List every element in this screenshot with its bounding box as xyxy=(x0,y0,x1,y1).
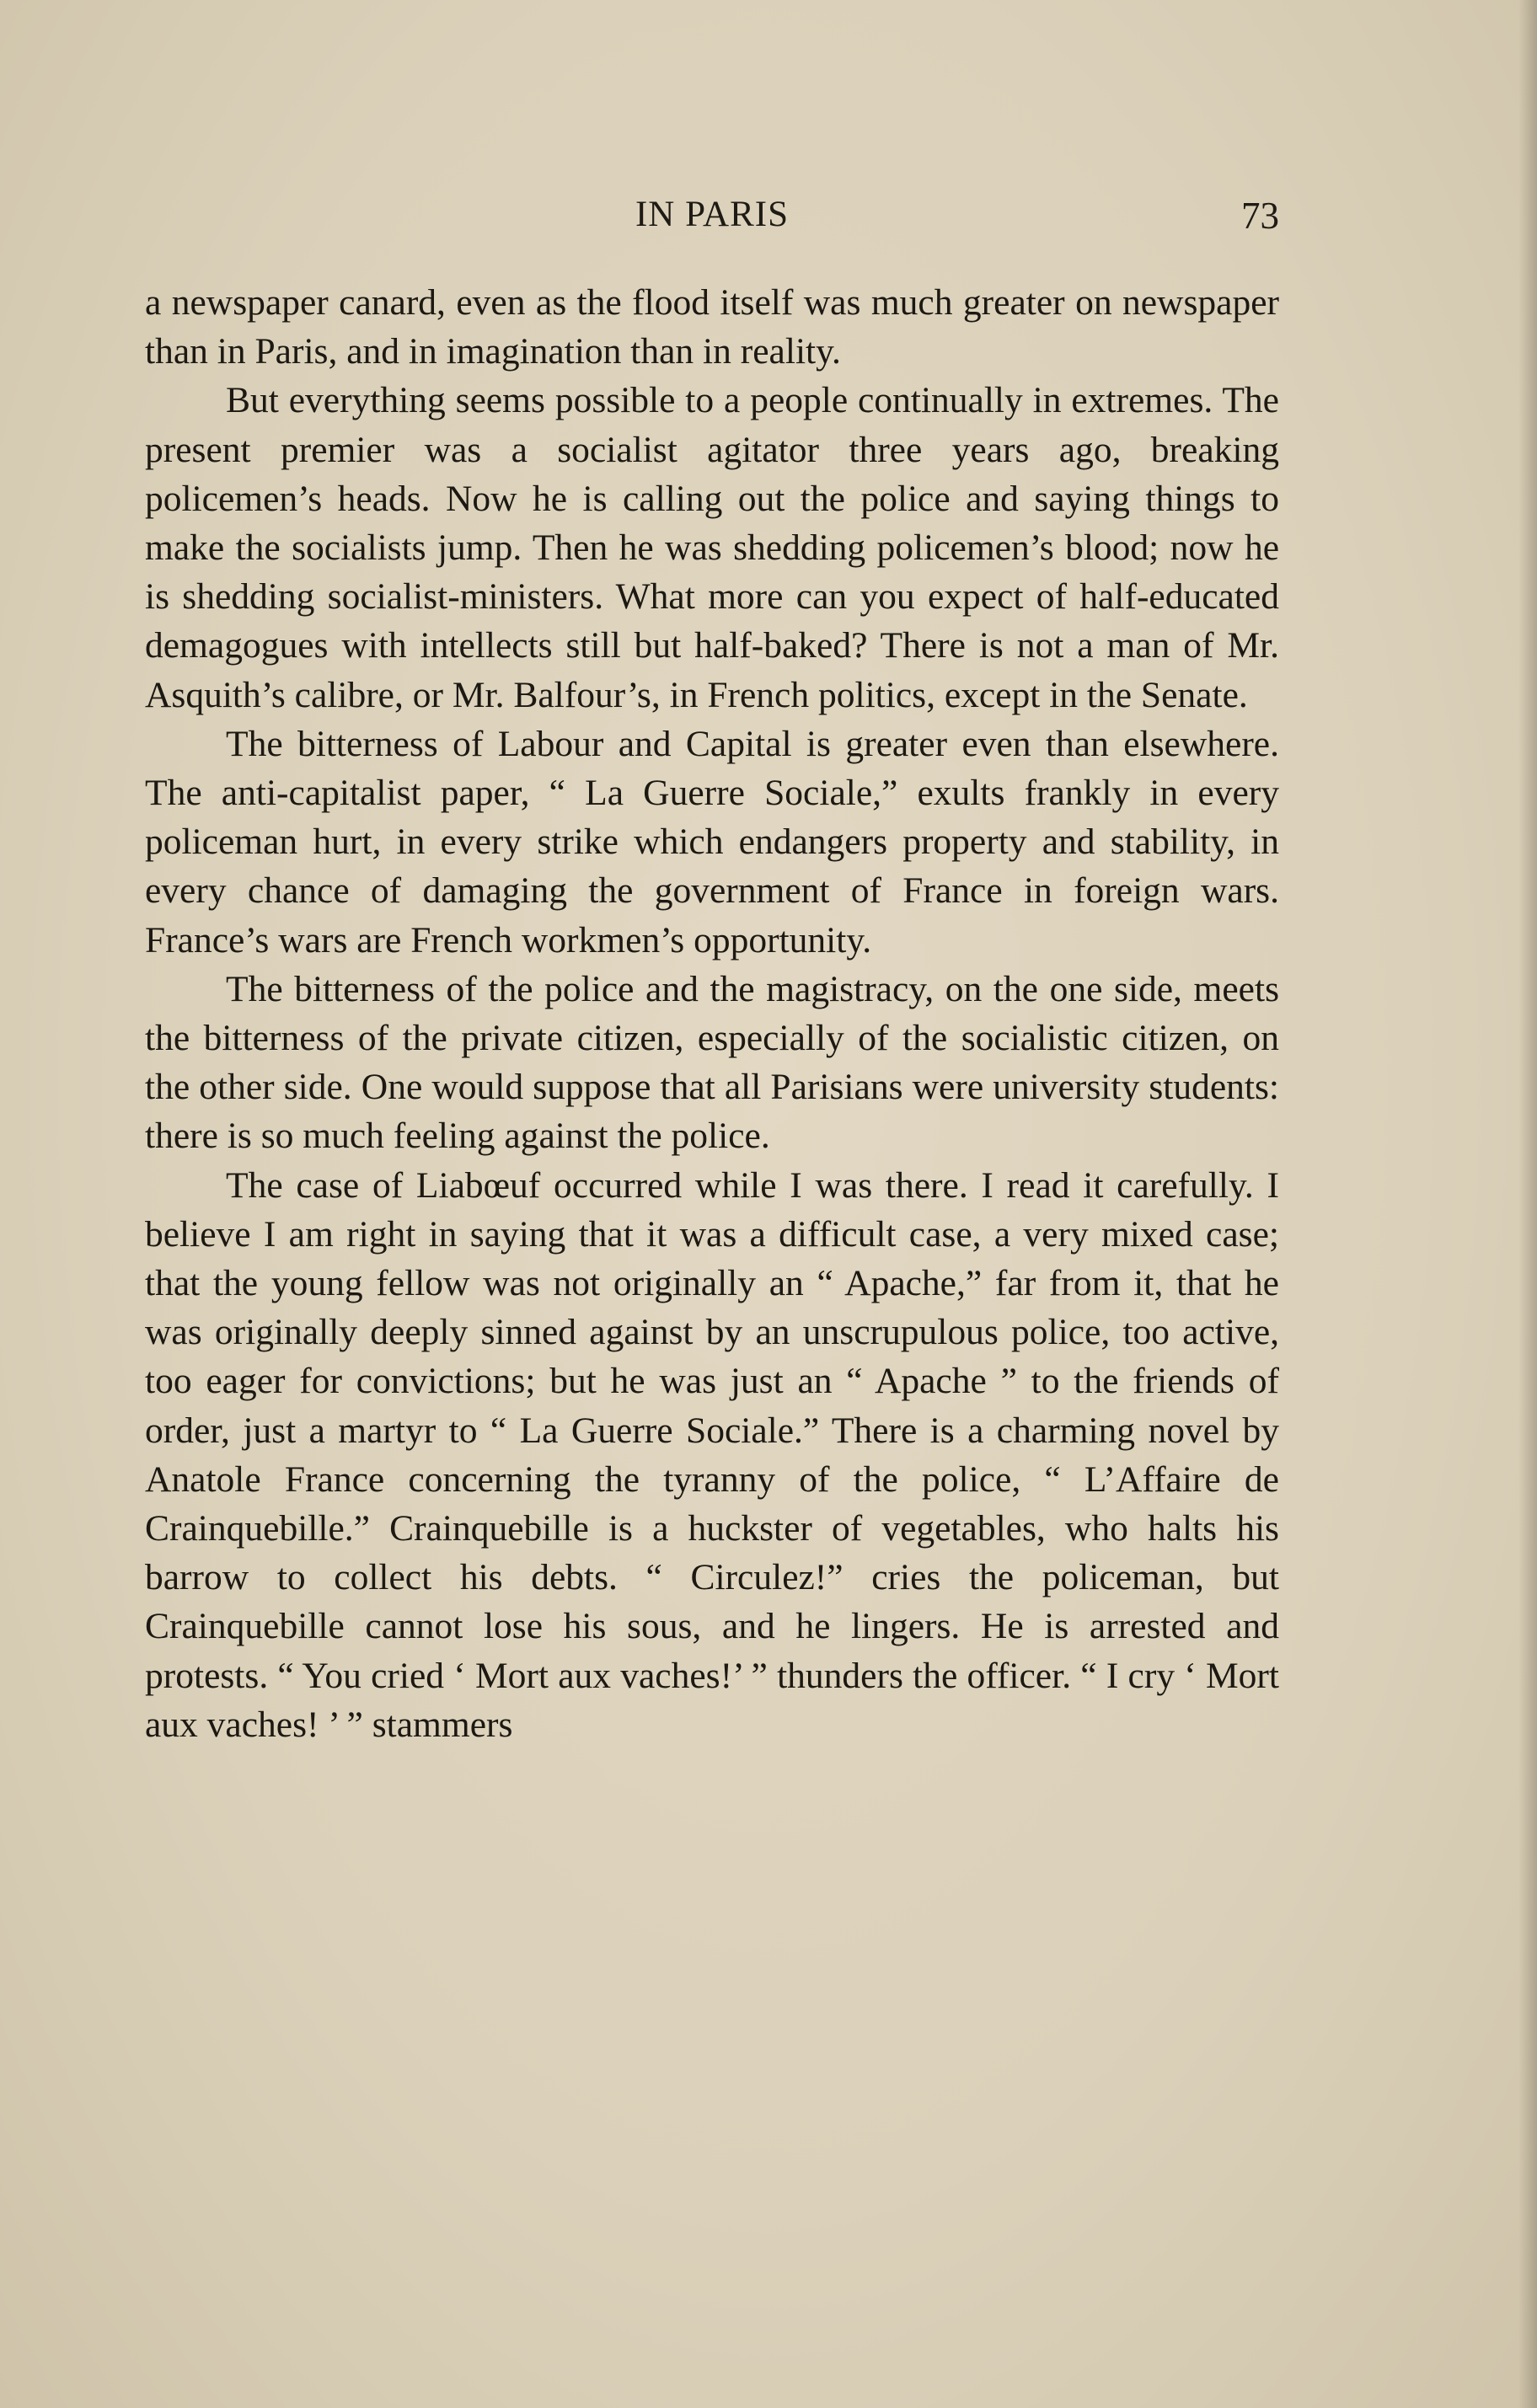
paragraph-extremes: But everything seems possible to a people continually in extremes. The present premier was a socialist agitator three years ago, breaking policemen’s heads. Now he is calling out the police and saying things to make the socialists jump. Then he was shedding policemen’s blood; now he is shedding socialist-ministers. What more can you expect of half-educated demagogues with intellects still but half-baked? There is not a man of Mr. Asquith’s calibre, or Mr. Balfour’s, in French politics, except in the Senate. xyxy=(145,380,1279,715)
page-edge-shadow xyxy=(1518,0,1537,2408)
paragraph-labour-capital: The bitterness of Labour and Capital is greater even than elsewhere. The anti-capitalist paper, “ La Guerre Sociale,” exults frankly in every policeman hurt, in every strike which endangers property and stability, in every chance of damaging the government of France in foreign wars. France’s wars are French workmen’s opportunity. xyxy=(145,723,1279,961)
page-header xyxy=(145,194,1279,244)
body-text xyxy=(145,278,1279,1749)
paragraph-continued: a newspaper canard, even as the flood itself was much greater on newspaper than in Paris, and in imagination than in reality. xyxy=(145,282,1279,372)
running-head: IN PARIS xyxy=(635,195,790,234)
paragraph-police-magistracy: The bitterness of the police and the magistracy, on the one side, meets the bitterness of the private citizen, especially of the socialistic citizen, on the other side. One would suppose that all Parisians were university students: there is so much feeling against the police. xyxy=(145,968,1279,1157)
paragraph-liaboeuf-case: The case of Liabœuf occurred while I was there. I read it carefully. I believe I am right in saying that it was a difficult case, a very mixed case; that the young fellow was not originally an “ Apache,” far from it, that he was originally deeply sinned against by an unscrupulous police, too active, too eager for convictions; but he was just an “ Apache ” to the friends of order, just a martyr to “ La Guerre Sociale.” There is a charming novel by Anatole France concerning the tyranny of the police, “ L’Affaire de Crainquebille.” Crainquebille is a huckster of vegetables, who halts his barrow to collect his debts. “ Circulez!” cries the policeman, but Crainquebille cannot lose his sous, and he lingers. He is arrested and protests. “ You cried ‘ Mort aux vaches!’ ” thunders the officer. “ I cry ‘ Mort aux vaches! ’ ” stammers xyxy=(145,1164,1279,1745)
page-number: 73 xyxy=(1241,195,1279,237)
